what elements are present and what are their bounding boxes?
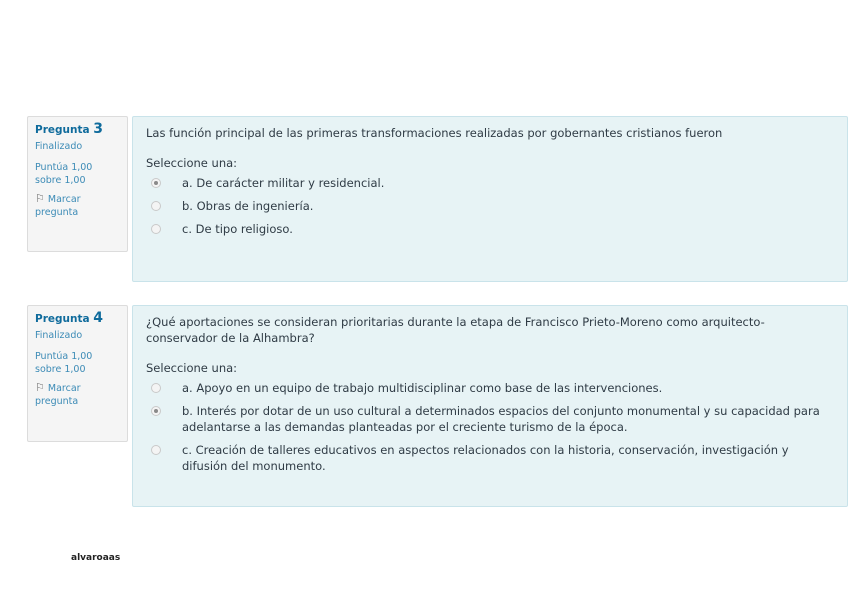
answer-option-a[interactable]: [146, 380, 833, 396]
radio-icon[interactable]: [151, 178, 161, 188]
answer-label[interactable]: c. Creación de talleres educativos en aspectos relacionados con la historia, conservación, investigación y difusión del monumento.: [182, 443, 789, 473]
answer-option-a[interactable]: [146, 175, 833, 191]
flag-label-1[interactable]: Marcar: [47, 383, 81, 394]
flag-label-1[interactable]: Marcar: [47, 194, 81, 205]
question-label: Pregunta: [35, 313, 90, 325]
radio-icon[interactable]: [151, 445, 161, 455]
answer-option-c[interactable]: [146, 442, 833, 474]
answer-list: [146, 380, 833, 474]
select-prompt: Seleccione una:: [146, 156, 238, 170]
answer-label[interactable]: b. Obras de ingeniería.: [182, 199, 314, 213]
question-number: [35, 312, 120, 326]
grade-line-1: Puntúa 1,00: [35, 162, 93, 173]
flag-icon[interactable]: ⚐: [35, 192, 45, 205]
answer-option-b[interactable]: [146, 198, 833, 214]
answer-label[interactable]: a. De carácter militar y residencial.: [182, 176, 385, 190]
radio-icon[interactable]: [151, 383, 161, 393]
question-number: [35, 123, 120, 137]
question-info: [27, 116, 128, 252]
answer-label[interactable]: c. De tipo religioso.: [182, 222, 293, 236]
flag-icon[interactable]: ⚐: [35, 381, 45, 394]
answer-label[interactable]: a. Apoyo en un equipo de trabajo multidisciplinar como base de las intervenciones.: [182, 381, 663, 395]
question-label: Pregunta: [35, 124, 90, 136]
question-grade: [35, 161, 120, 187]
flag-label-2[interactable]: pregunta: [35, 396, 79, 407]
question-number-value: 3: [93, 121, 103, 137]
question-content: [132, 116, 848, 282]
answer-label[interactable]: b. Interés por dotar de un uso cultural a determinados espacios del conjunto monumental y su capacidad para adelantarse a las demandas planteadas por el creciente turismo de la época.: [182, 404, 820, 434]
flag-label-2[interactable]: pregunta: [35, 207, 79, 218]
flag-question-link[interactable]: [35, 192, 120, 219]
answer-list: [146, 175, 833, 237]
answer-option-b[interactable]: [146, 403, 833, 435]
grade-line-1: Puntúa 1,00: [35, 351, 93, 362]
radio-icon[interactable]: [151, 406, 161, 416]
question-text: Las función principal de las primeras transformaciones realizadas por gobernantes cristianos fueron: [146, 126, 723, 140]
answer-option-c[interactable]: [146, 221, 833, 237]
select-prompt: Seleccione una:: [146, 361, 238, 375]
radio-icon[interactable]: [151, 201, 161, 211]
question-content: [132, 305, 848, 507]
question-state: Finalizado: [35, 141, 83, 152]
question-state: Finalizado: [35, 330, 83, 341]
grade-line-2: sobre 1,00: [35, 175, 86, 186]
username-label: alvaroaas: [71, 553, 121, 563]
question-text: ¿Qué aportaciones se consideran prioritarias durante la etapa de Francisco Prieto-Moreno como arquitecto-conservador de la Alhambra?: [146, 315, 765, 345]
question-number-value: 4: [93, 310, 103, 326]
question-info: [27, 305, 128, 442]
grade-line-2: sobre 1,00: [35, 364, 86, 375]
radio-icon[interactable]: [151, 224, 161, 234]
question-grade: [35, 350, 120, 376]
flag-question-link[interactable]: [35, 381, 120, 408]
